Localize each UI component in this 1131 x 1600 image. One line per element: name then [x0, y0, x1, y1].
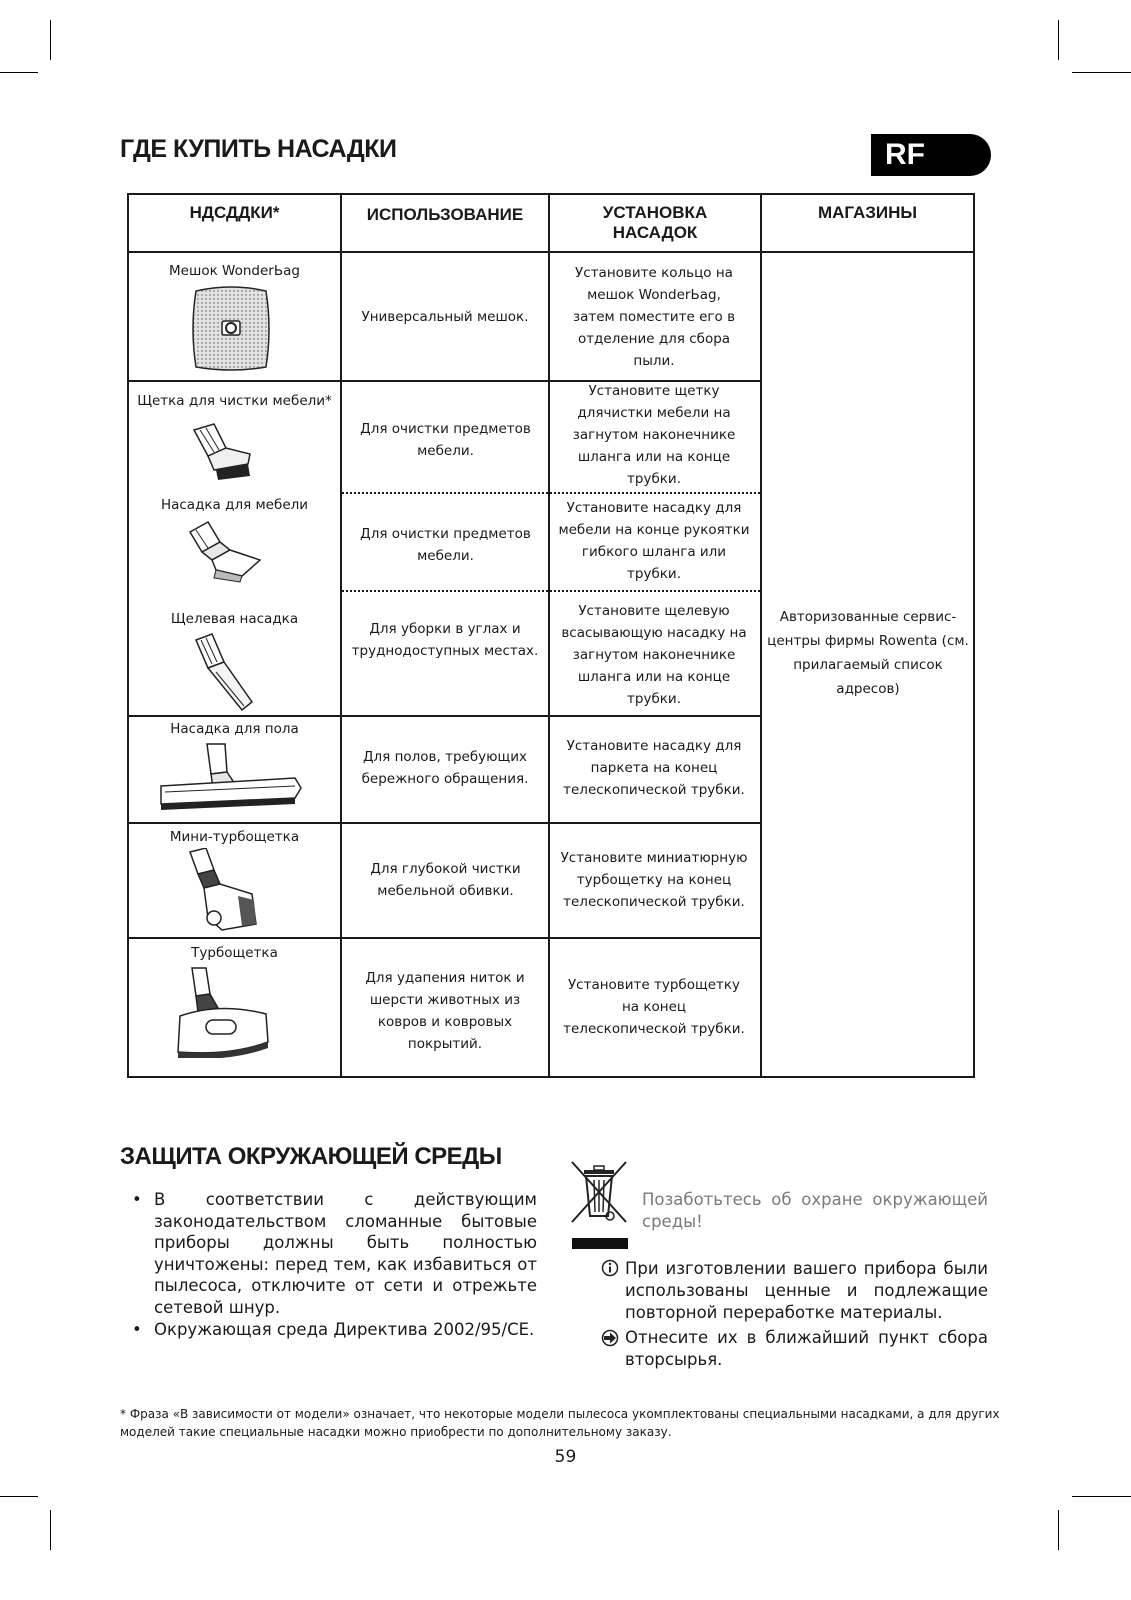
crop-mark — [50, 1510, 51, 1550]
crop-mark — [1072, 1496, 1131, 1497]
action-text: Отнесите их в ближайший пункт сбора вторсырья. — [625, 1328, 988, 1369]
installation-cell: Установите щелевую всасывающую насадку на загнутом наконечнике шланга или на конце трубки. — [561, 603, 747, 707]
usage-cell: Для полов, требующих бережного обращения. — [361, 749, 529, 787]
section-title: ЗАЩИТА ОКРУЖАЮЩЕЙ СРЕДЫ — [120, 1143, 502, 1170]
table-border — [973, 193, 975, 1078]
column-header-usage: ИСПОЛЬЗОВАНИЕ — [366, 205, 524, 224]
shops-cell: Авторизованные сервис-центры фирмы Rowenta (см. прилагаемый список адресов) — [767, 609, 969, 697]
installation-cell: Установите насадку для мебели на конце рукоятки гибкого шланга или трубки. — [558, 500, 750, 582]
accessory-name: Щелевая насадка — [170, 611, 299, 627]
accessory-name: Насадка для мебели — [160, 497, 309, 513]
installation-cell: Установите кольцо на мешок WonderЬag, затем поместите его в отделение для сбора пыли. — [572, 265, 736, 369]
accessory-name: Мини-турбощетка — [169, 829, 300, 845]
installation-cell: Установите щетку длячистки мебели на загнутом наконечнике шланга или на конце трубки. — [572, 383, 736, 487]
page-number: 59 — [554, 1447, 577, 1467]
column-header-shops: МАГАЗИНЫ — [817, 203, 918, 222]
crossed-bin-icon — [570, 1160, 630, 1256]
accessory-name: Щетка для чистки мебели* — [137, 393, 332, 409]
usage-cell: Для удапения ниток и шерсти животных из ковров и ковровых покрытий. — [365, 970, 525, 1052]
table-border — [127, 193, 975, 195]
installation-cell: Установите насадку для паркета на конец телескопической трубки. — [563, 738, 745, 798]
column-divider — [340, 193, 342, 1078]
upholstery-nozzle-icon — [186, 520, 262, 590]
wonderbag-icon — [188, 285, 274, 375]
footnote: * Фраза «В зависимости от модели» означает, что некоторые модели пылесоса укомплектованы специальными насадками, а для других моделей такие специальные насадки можно приобрести по дополнительному заказу. — [120, 1407, 1000, 1439]
crevice-tool-icon — [192, 632, 258, 716]
bullet-marker: • — [132, 1320, 142, 1339]
row-divider-dotted — [342, 492, 760, 494]
usage-cell: Для уборки в углах и труднодоступных местах. — [351, 621, 539, 659]
usage-cell: Для очистки предметов мебели. — [360, 526, 531, 564]
installation-cell: Установите турбощетку на конец телескопической трубки. — [563, 977, 745, 1037]
column-divider — [548, 193, 550, 1078]
bullet-text: В соответствии с действующим законодательством сломанные бытовые приборы должны быть полностью уничтожены: перед тем, как избавиться от пылесоса, отключите от сети и отрежьте сетевой шнур. — [154, 1190, 537, 1317]
usage-cell: Универсальный мешок. — [361, 308, 529, 325]
table-border — [127, 1076, 975, 1078]
furniture-brush-icon — [188, 420, 258, 484]
accessory-name: Насадка для пола — [170, 721, 299, 737]
crop-mark — [0, 72, 38, 73]
bullet-marker: • — [132, 1190, 142, 1209]
floor-nozzle-icon — [155, 742, 305, 814]
language-badge: RF — [871, 134, 991, 176]
accessory-name: Турбощетка — [191, 945, 278, 961]
crop-mark — [50, 20, 51, 60]
column-header-accessories: НДСДДКИ* — [189, 203, 280, 222]
list-item — [132, 1189, 537, 1318]
installation-cell: Установите миниатюрную турбощетку на конец телескопической трубки. — [560, 850, 748, 910]
crop-mark — [1058, 20, 1059, 60]
usage-cell: Для глубокой чистки мебельной обивки. — [370, 861, 521, 899]
turbo-brush-icon — [170, 966, 272, 1062]
row-divider-dotted — [342, 590, 760, 592]
row-divider — [127, 937, 762, 939]
header-divider — [127, 251, 975, 253]
info-text: При изготовлении вашего прибора были использованы ценные и подлежащие повторной переработке материалы. — [625, 1259, 988, 1322]
usage-cell: Для очистки предметов мебели. — [360, 421, 531, 459]
arrow-right-icon — [601, 1329, 619, 1351]
accessory-name: Мешок WonderЬag — [169, 263, 300, 279]
crop-mark — [0, 1496, 38, 1497]
row-divider — [127, 822, 762, 824]
crop-mark — [1058, 1510, 1059, 1550]
info-icon — [601, 1259, 619, 1281]
column-header-installation: УСТАНОВКА НАСАДОК — [602, 203, 708, 242]
mini-turbo-brush-icon — [182, 848, 262, 936]
list-item — [132, 1319, 537, 1341]
column-divider — [760, 193, 762, 1078]
care-text: Позаботьтесь об охране окружающей среды! — [642, 1190, 988, 1231]
page-title: ГДЕ КУПИТЬ НАСАДКИ — [120, 135, 397, 163]
bullet-text: Окружающая среда Директива 2002/95/CE. — [154, 1320, 535, 1339]
crop-mark — [1072, 72, 1131, 73]
